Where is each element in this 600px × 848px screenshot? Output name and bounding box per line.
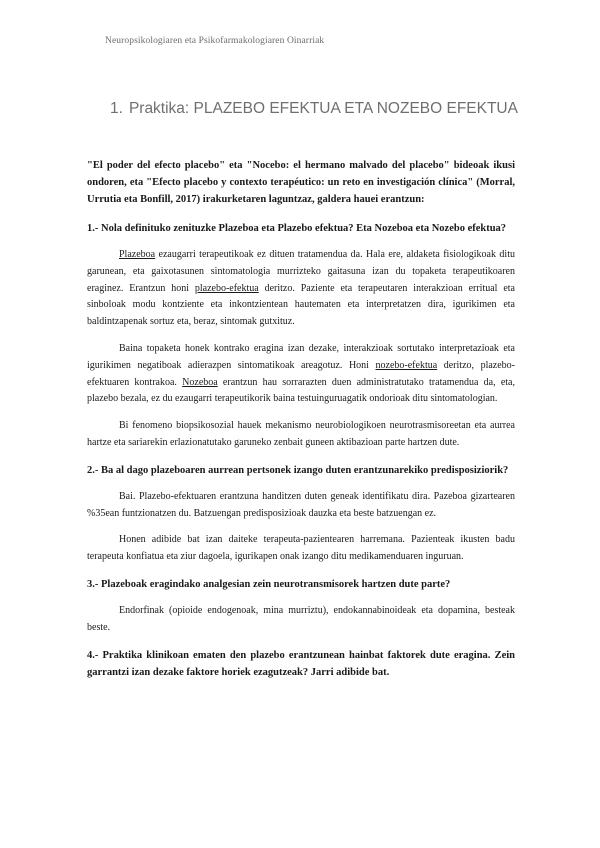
term-plazebo-efektua: plazebo-efektua: [194, 282, 259, 294]
intro-paragraph: "El poder del efecto placebo" eta "Nocebo: el hermano malvado del placebo" bideoak ikusi ondoren, eta "Efecto placebo y contexto terapéutico: un reto en investigación clínica" (Morral, Urrutia eta Bonfill, 2017) irakurketaren laguntzaz, galdera hauei erantzun:: [87, 160, 515, 205]
answer-text: ezaugarri terapeutikoak ez dituen tratamendua da. Hala ere, aldaketa fisiologikoak ditu garunean, eta gaixotasunen sintomatologia murrizteko gaitasuna izan du topaketa terapeutikoaren eraginez. Erantzun honi: [87, 249, 515, 294]
question-3: 3.- Plazeboak eragindako analgesian zein neurotransmisorek hartzen dute parte?: [87, 578, 451, 590]
answer-3-paragraph-1: Endorfinak (opioide endogenoak, mina murriztu), endokannabinoideak eta dopamina, besteak beste.: [87, 604, 515, 633]
answer-text: deritzo. Paziente eta terapeutaren interakzioan erritual eta sinboloak modu kontziente eta inkontzientean hautematen eta interpretatzen dira, igurikimen eta baldintzapenak sortuz eta, beraz, sintomak gutxituz.: [87, 282, 515, 328]
answer-1-paragraph-1: [87, 247, 515, 331]
answer-text: erantzun hau sorrarazten duen administratutako tratamendua da, eta, plazebo bezala, ez du ezaugarri terapeutikorik baina testuinguruagatik ondorioak ditu sintomatologian.: [87, 376, 516, 405]
answer-text: Baina topaketa honek kontrako eragina izan dezake, interakzioak sortutako interpretazioak eta igurikimen negatiboak adierazpen sintomatikoak areagotuz. Honi: [87, 342, 515, 371]
answer-2-paragraph-1: Bai. Plazebo-efektuaren erantzuna handitzen duten geneak identifikatu dira. Pazeboa gizartearen %35ean funtzionatzen du. Batzuengan predisposizioak dauzka eta beste batzuengan ez.: [87, 490, 515, 519]
question-1: 1.- Nola definituko zenituzke Plazeboa eta Plazebo efektua? Eta Nozeboa eta Nozebo efektua?: [87, 223, 507, 234]
title-text: Praktika: PLAZEBO EFEKTUA ETA NOZEBO EFEKTUA: [128, 100, 518, 117]
term-nozeboa: Nozeboa: [182, 376, 218, 388]
question-2: 2.- Ba al dago plazeboaren aurrean pertsonek izango duten erantzunarekiko predisposiziorik?: [87, 464, 509, 476]
term-nozebo-efektua: nozebo-efektua: [375, 359, 438, 371]
document-body: [87, 157, 515, 691]
answer-2-paragraph-2: Honen adibide bat izan daiteke terapeuta-pazientearen harremana. Pazienteak ikusten badu terapeuta konfiatua eta ziur dagoela, igurikapen onak izango ditu medikamenduaren inguruan.: [87, 534, 515, 563]
answer-text: deritzo, plazebo-efektuaren kontrakoa.: [87, 359, 516, 388]
answer-1-paragraph-3: Bi fenomeno biopsikosozial hauek mekanismo neurobiologikoen neurotrasmisoreetan eta aurrea hartze eta sariarekin erlazionatutako garuneko zenbait guneen aktibazioan parte hartzen dute.: [87, 420, 515, 448]
running-header: Neuropsikologiaren eta Psikofarmakologiaren Oinarriak: [105, 36, 325, 46]
question-4: 4.- Praktika klinikoan ematen den plazebo erantzunean hainbat faktorek dute eragina. Zein garrantzi izan dezake faktore horiek ezagutzeak? Jarri adibide bat.: [87, 649, 515, 678]
answer-1-paragraph-2: [87, 341, 515, 408]
term-plazeboa: Plazeboa: [119, 249, 156, 260]
title-number: 1.: [110, 100, 123, 117]
page-title: [110, 100, 518, 118]
